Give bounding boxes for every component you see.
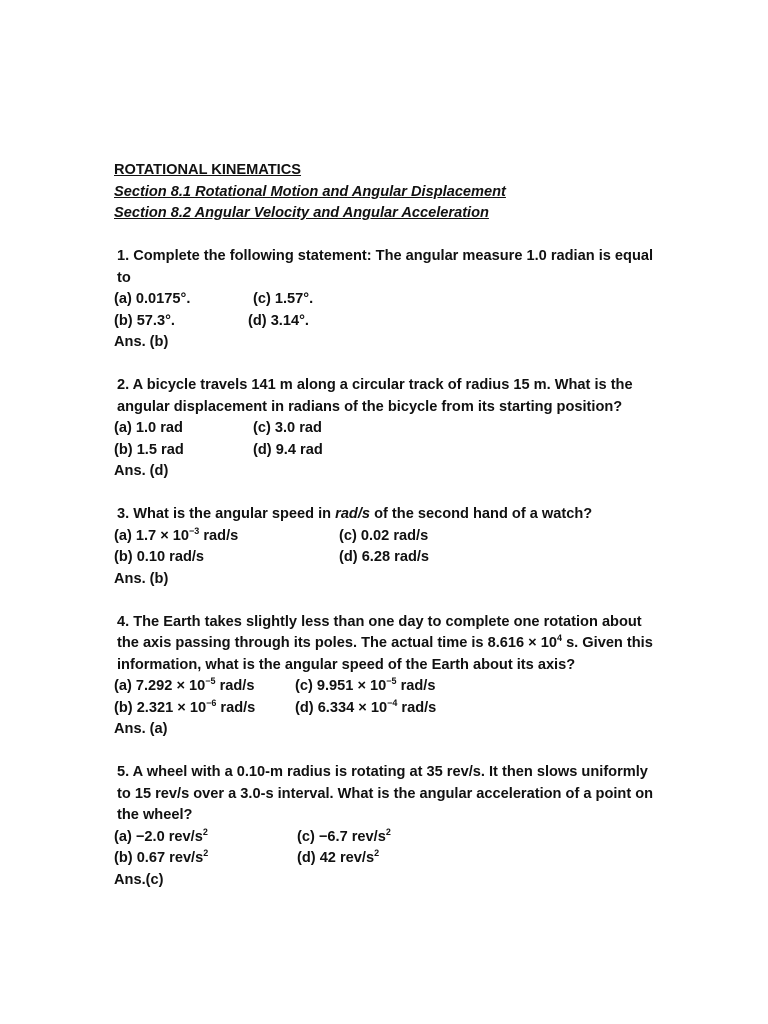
- question-1-option-c: (c) 1.57°.: [253, 291, 314, 307]
- question-5-options-row-2: [114, 848, 654, 870]
- question-1-answer: Ans. (b): [114, 334, 169, 350]
- question-3-options-row-2: [114, 547, 654, 569]
- question-3-option-b: (b) 0.10 rad/s: [114, 549, 205, 565]
- question-5-option-d: (d) 42 rev/$s^2$: [297, 848, 380, 866]
- question-3-text: 3. What is the angular speed in rad/s of the second hand of a watch?: [117, 506, 593, 522]
- question-5-option-b: (b) 0.67 rev/$s^2$: [114, 848, 209, 866]
- question-4-option-b: (b) $2.321 \times 10^{-6}$ rad/s: [114, 697, 256, 716]
- question-5-answer: Ans.(c): [114, 871, 164, 888]
- question-1-option-d: (d) 3.14°.: [248, 312, 309, 329]
- question-4-option-a: (a) $7.292 \times 10^{-5}$ rad/s: [114, 676, 255, 694]
- question-4: [114, 612, 654, 741]
- question-2-option-d: (d) 9.4 rad: [253, 441, 323, 458]
- document-title: ROTATIONAL KINEMATICS: [114, 162, 302, 178]
- question-1-options-row-1: [114, 289, 654, 311]
- question-2-options-row-1: [114, 418, 654, 440]
- question-2-text: 2. A bicycle travels 141 m along a circular track of radius 15 m. What is the angular displacement in radians of the bicycle from its starting position?: [117, 377, 633, 415]
- question-3-options-row-1: [114, 526, 654, 548]
- question-5: [114, 762, 654, 891]
- question-1-options-row-2: [114, 311, 654, 333]
- question-3-unit-italic: rad/s: [335, 506, 371, 522]
- question-2-option-b: (b) 1.5 rad: [114, 441, 184, 458]
- question-4-answer: Ans. (a): [114, 721, 168, 737]
- question-4-options-row-2: [114, 698, 654, 720]
- question-4-options-row-1: [114, 676, 654, 698]
- question-5-option-a: (a) −2.0 rev/$s^2$: [114, 826, 208, 845]
- section-heading-8-2: Section 8.2 Angular Velocity and Angular Acceleration: [114, 205, 489, 221]
- question-5-text: 5. A wheel with a 0.10-m radius is rotating at 35 rev/s. It then slows uniformly to 15 rev/s over a 3.0-s interval. What is the angular acceleration of a point on the wheel?: [117, 764, 654, 823]
- question-3: [114, 504, 654, 590]
- question-3-option-d: (d) 6.28 rad/s: [339, 549, 430, 565]
- question-3-option-c: (c) 0.02 rad/s: [339, 527, 429, 544]
- question-2-options-row-2: [114, 440, 654, 462]
- question-3-option-a: (a) $1.7 \times 10^{-3}$ rad/s: [114, 525, 239, 544]
- question-2-option-a: (a) 1.0 rad: [114, 420, 183, 436]
- question-5-option-c: (c) −6.7 rev/$s^2$: [297, 826, 391, 845]
- question-2-option-c: (c) 3.0 rad: [253, 420, 322, 436]
- question-2-answer: Ans. (d): [114, 463, 169, 479]
- question-5-options-row-1: [114, 827, 654, 849]
- question-4-option-d: (d) $6.334 \times 10^{-4}$ rad/s: [295, 697, 437, 716]
- question-1-option-b: (b) 57.3°.: [114, 312, 175, 329]
- section-heading-8-1: Section 8.1 Rotational Motion and Angular Displacement: [114, 183, 506, 200]
- question-1: [114, 246, 654, 354]
- document-content: [114, 160, 654, 891]
- question-3-answer: Ans. (b): [114, 570, 169, 587]
- question-1-text: 1. Complete the following statement: The angular measure 1.0 radian is equal to: [117, 248, 654, 286]
- question-4-option-c: (c) $9.951 \times 10^{-5}$ rad/s: [295, 676, 436, 694]
- question-4-text: 4. The Earth takes slightly less than one day to complete one rotation about the axis passing through its poles. The actual time is $8.616 \times 10^4$ s. Given this information, what is the angular speed of the Earth about its axis?: [117, 613, 653, 673]
- question-2: [114, 375, 654, 483]
- question-1-option-a: (a) 0.0175°.: [114, 291, 191, 307]
